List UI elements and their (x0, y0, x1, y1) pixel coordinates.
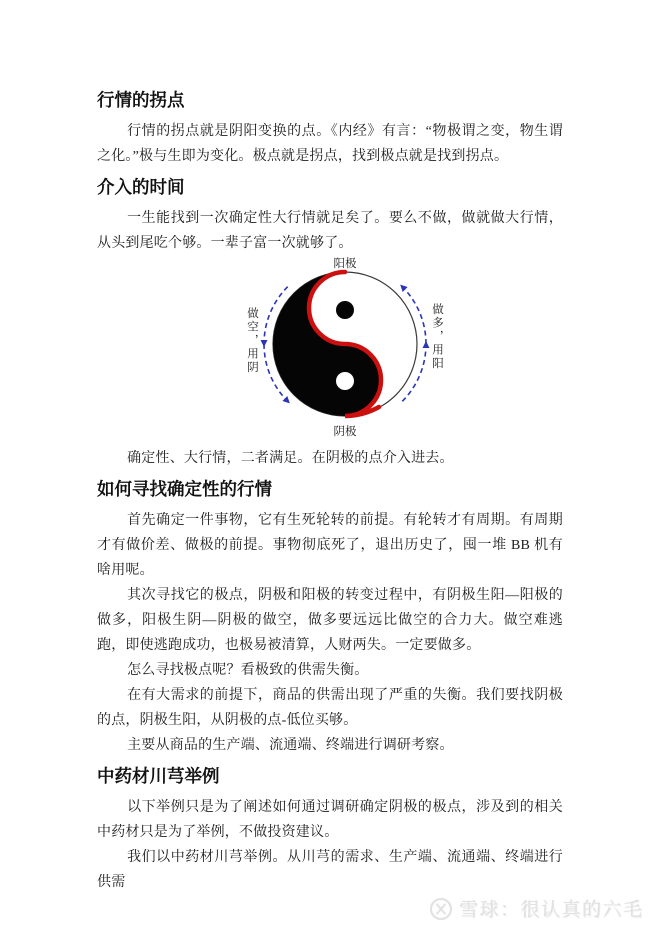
yin-dot-in-yang (336, 301, 354, 319)
para-example-intro: 我们以中药材川芎举例。从川芎的需求、生产端、流通端、终端进行供需 (97, 850, 563, 890)
para-how-find-pole: 怎么寻找极点呢？看极致的供需失衡。 (127, 663, 369, 678)
xueqiu-logo-icon (429, 897, 453, 921)
para-example-disclaimer: 以下举例只是为了阐述如何通过调研确定阴极的极点，涉及到的相关中药材只是为了举例，不做投资建议。 (97, 800, 563, 840)
para-research-channels: 主要从商品的生产端、流通端、终端进行调研考察。 (127, 738, 454, 753)
yin-pole-label: 阴极 (333, 426, 357, 438)
para-second-poles: 其次寻找它的极点，阴极和阳极的转变过程中，有阴极生阳—阳极的做多，阳极生阴—阴极的做空，做多要远远比做空的合力大。做空难逃跑，即使逃跑成功，也极易被清算，人财两失。一定要做多。 (97, 588, 563, 653)
para-turning-point: 行情的拐点就是阴阳变换的点。《内经》有言：“物极谓之变，物生谓之化。”极与生即为变化。极点就是拐点，找到极点就是找到拐点。 (97, 124, 563, 164)
heading-turning-point: 行情的拐点 (97, 90, 185, 110)
long-yang-label: 做多，用阳 (431, 303, 443, 371)
heading-find-market: 如何寻找确定性的行情 (97, 479, 272, 499)
para-first-premise: 首先确定一件事物，它有生死轮转的前提。有轮转才有周期。有周期才有做价差、做极的前提。事物彻底死了，退出历史了，囤一堆 BB 机有啥用呢。 (97, 513, 563, 578)
watermark-text: 雪球：很认真的六毛 (459, 900, 644, 921)
short-yin-label: 做空，用阴 (246, 307, 258, 375)
heading-entry-time: 介入的时间 (97, 177, 185, 197)
yinyang-figure (97, 256, 563, 446)
yang-dot-in-yin (336, 372, 354, 390)
para-certainty: 确定性、大行情，二者满足。在阴极的点介入进去。 (127, 451, 454, 466)
yinyang-diagram (253, 266, 437, 422)
para-entry-time: 一生能找到一次确定性大行情就足矣了。要么不做，做就做大行情，从头到尾吃个够。一辈子富一次就够了。 (97, 211, 563, 251)
yang-pole-label: 阳极 (333, 258, 357, 270)
para-demand-imbalance: 在有大需求的前提下，商品的供需出现了严重的失衡。我们要找阴极的点，阴极生阳，从阴极的点-低位买够。 (97, 688, 563, 728)
watermark (429, 895, 644, 922)
heading-herb-example: 中药材川芎举例 (97, 766, 220, 786)
